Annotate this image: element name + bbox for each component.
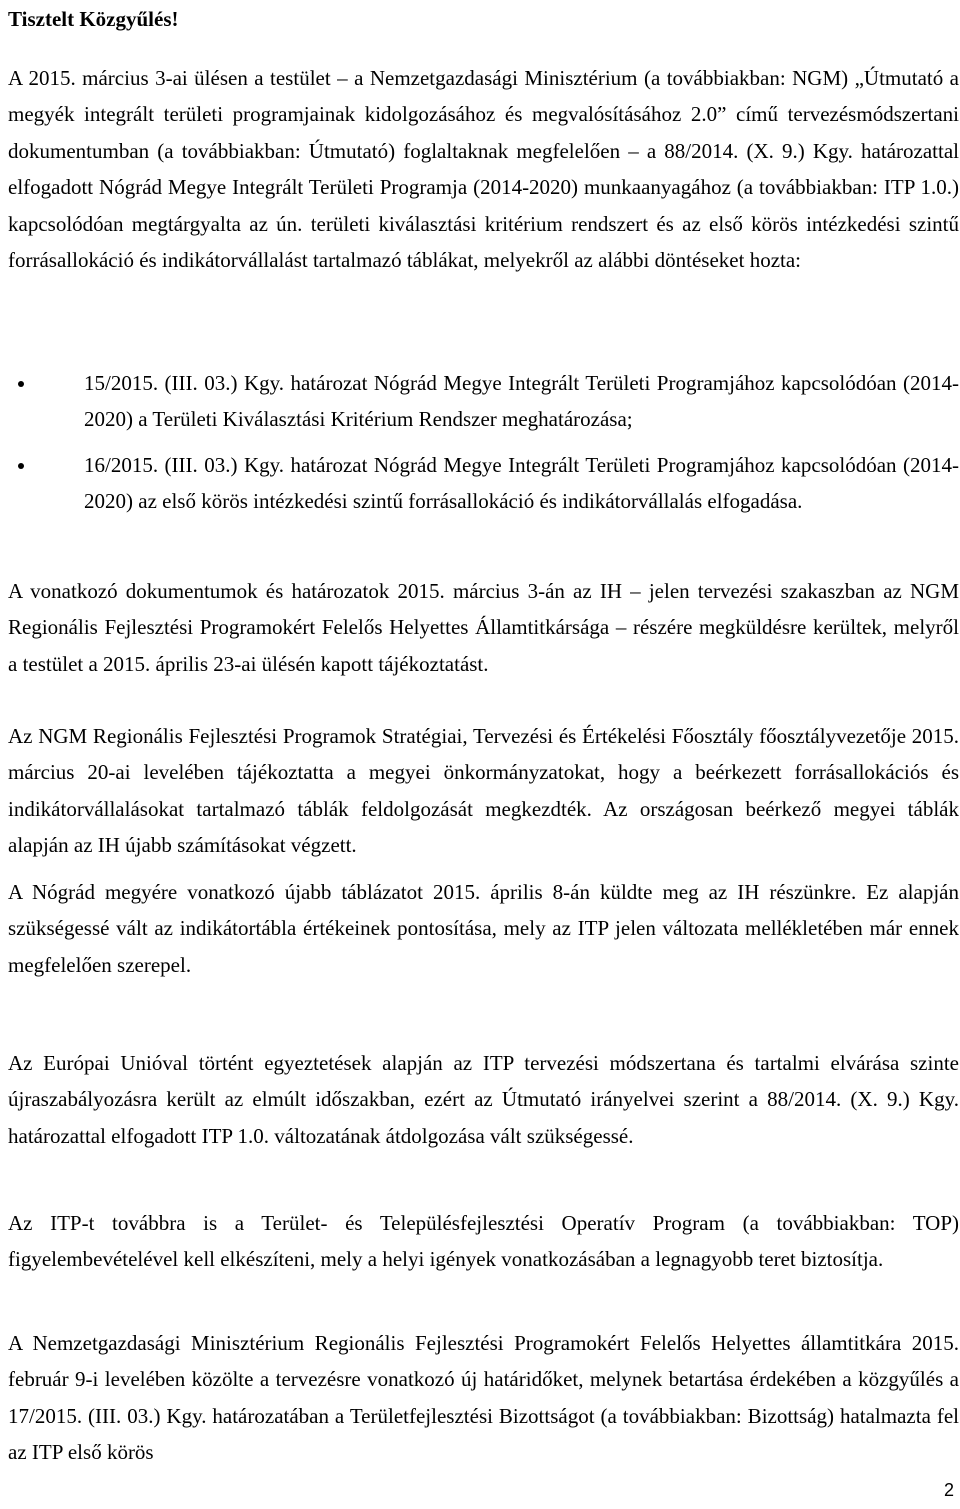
decision-list bbox=[8, 365, 959, 520]
ngm-letter-paragraph: Az NGM Regionális Fejlesztési Programok Stratégiai, Tervezési és Értékelési Főosztály főosztályvezetője 2015. március 20-ai levelében tájékoztatta a megyei önkormányzatokat, hogy a beérkezett forrásallokációs és indikátorvállalásokat tartalmazó táblák feldolgozását megkezdték. Az országosan beérkező megyei táblák alapján az IH újabb számításokat végzett. bbox=[8, 724, 959, 858]
list-item bbox=[8, 447, 959, 520]
documents-sent-paragraph: A vonatkozó dokumentumok és határozatok 2015. március 3-án az IH – jelen tervezési szakaszban az NGM Regionális Fejlesztési Programokért Felelős Helyettes Államtitkársága – részére megküldésre kerültek, melyről a testület a 2015. április 23-ai ülésén kapott tájékoztatást. bbox=[8, 579, 959, 676]
list-item-text: 16/2015. (III. 03.) Kgy. határozat Nógrád Megye Integrált Területi Programjához kapcsolódóan (2014-2020) az első körös intézkedési szintű forrásallokáció és indikátorvállalás elfogadása. bbox=[84, 452, 959, 514]
salutation-heading: Tisztelt Közgyűlés! bbox=[8, 7, 179, 31]
bullet-icon bbox=[18, 463, 24, 469]
list-item-text: 15/2015. (III. 03.) Kgy. határozat Nógrád Megye Integrált Területi Programjához kapcsolódóan (2014-2020) a Területi Kiválasztási Kritérium Rendszer meghatározása; bbox=[84, 371, 959, 432]
bullet-icon bbox=[18, 381, 24, 387]
page-number: 2 bbox=[943, 1480, 954, 1500]
eu-consultation-paragraph: Az Európai Unióval történt egyeztetések alapján az ITP tervezési módszertana és tartalmi elvárása szinte újraszabályozásra került az elmúlt időszakban, ezért az Útmutató irányelvei szerint a 88/2014. (X. 9.) Kgy. határozattal elfogadott ITP 1.0. változatának átdolgozása vált szükségessé. bbox=[8, 1051, 959, 1148]
top-programme-paragraph: Az ITP-t továbbra is a Terület- és Településfejlesztési Operatív Program (a továbbiakban: TOP) figyelembevételével kell elkészíteni, mely a helyi igények vonatkozásában a legnagyobb teret biztosítja. bbox=[8, 1211, 959, 1272]
deadline-paragraph: A Nemzetgazdasági Minisztérium Regionális Fejlesztési Programokért Felelős Helyettes államtitkára 2015. február 9-i levelében közölte a tervezésre vonatkozó új határidőket, melynek betartása érdekében a közgyűlés a 17/2015. (III. 03.) Kgy. határozatában a Területfejlesztési Bizottságot (a továbbiakban: Bizottság) hatalmazta fel az ITP első körös bbox=[8, 1331, 959, 1465]
list-item bbox=[8, 365, 959, 438]
intro-paragraph: A 2015. március 3-ai ülésen a testület – a Nemzetgazdasági Minisztérium (a továbbiakban: NGM) „Útmutató a megyék integrált területi programjainak kidolgozásához és megvalósításához 2.0” című tervezésmódszertani dokumentumban (a továbbiakban: Útmutató) foglaltaknak megfelelően – a 88/2014. (X. 9.) Kgy. határozattal elfogadott Nógrád Megye Integrált Területi Programja (2014-2020) munkaanyagához (a továbbiakban: ITP 1.0.) kapcsolódóan megtárgyalta az ún. területi kiválasztási kritérium rendszert és az első körös intézkedési szintű forrásallokáció és indikátorvállalást tartalmazó táblákat, melyekről az alábbi döntéseket hozta: bbox=[8, 66, 959, 273]
new-table-paragraph: A Nógrád megyére vonatkozó újabb táblázatot 2015. április 8-án küldte meg az IH részünkre. Ez alapján szükségessé vált az indikátortábla értékeinek pontosítása, mely az ITP jelen változata mellékletében már ennek megfelelően szerepel. bbox=[8, 880, 959, 977]
